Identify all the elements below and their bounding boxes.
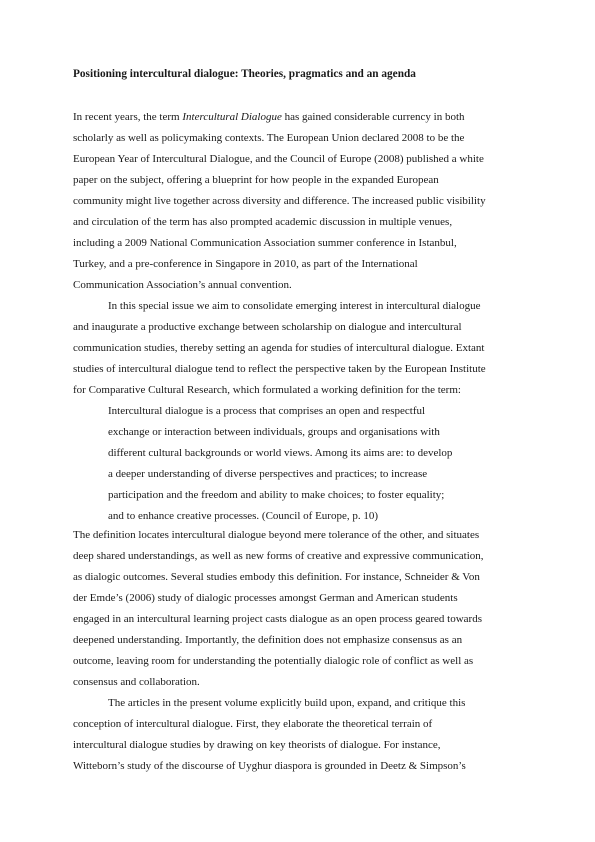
paragraph-1-line-6: and circulation of the term has also prompted academic discussion in multiple venues, — [73, 216, 453, 228]
paragraph-1-line-2: scholarly as well as policymaking contexts. The European Union declared 2008 to be the — [73, 132, 465, 144]
block-quote-line-3: different cultural backgrounds or world views. Among its aims are: to develop — [108, 447, 453, 459]
text-span: has gained considerable currency in both — [281, 111, 465, 123]
paragraph-1-line-5: community might live together across diversity and difference. The increased public visibility — [73, 195, 486, 207]
text-span: In recent years, the term — [73, 111, 183, 123]
paragraph-1-line-4: paper on the subject, offering a blueprint for how people in the expanded European — [73, 174, 439, 186]
block-quote-line-5: participation and the freedom and ability to make choices; to foster equality; — [108, 489, 445, 501]
paragraph-1-line-8: Turkey, and a pre-conference in Singapore in 2010, as part of the International — [73, 258, 418, 270]
block-quote-line-6: and to enhance creative processes. (Council of Europe, p. 10) — [108, 510, 379, 522]
block-quote-line-2: exchange or interaction between individuals, groups and organisations with — [108, 426, 440, 438]
paragraph-4-line-3: intercultural dialogue studies by drawing on key theorists of dialogue. For instance, — [73, 739, 441, 751]
paragraph-4-line-4: Witteborn’s study of the discourse of Uyghur diaspora is grounded in Deetz & Simpson’s — [73, 760, 466, 772]
paragraph-2-line-3: communication studies, thereby setting an agenda for studies of intercultural dialogue. Extant — [73, 342, 485, 354]
italic-term: Intercultural Dialogue — [182, 111, 282, 123]
paragraph-3-line-5: engaged in an intercultural learning project casts dialogue as an open process geared towards — [73, 613, 482, 625]
paragraph-4-line-2: conception of intercultural dialogue. First, they elaborate the theoretical terrain of — [73, 718, 433, 730]
block-quote-line-1: Intercultural dialogue is a process that comprises an open and respectful — [108, 405, 426, 417]
paragraph-3-line-2: deep shared understandings, as well as new forms of creative and expressive communication, — [73, 550, 484, 562]
paragraph-3-line-7: outcome, leaving room for understanding the potentially dialogic role of conflict as well as — [73, 655, 474, 667]
paragraph-1-line-1 — [73, 110, 465, 124]
paragraph-3-line-6: deepened understanding. Importantly, the definition does not emphasize consensus as an — [73, 634, 463, 646]
paragraph-2-line-5: for Comparative Cultural Research, which formulated a working definition for the term: — [73, 384, 461, 396]
paragraph-3-line-8: consensus and collaboration. — [73, 676, 200, 688]
paragraph-2-line-2: and inaugurate a productive exchange between scholarship on dialogue and intercultural — [73, 321, 462, 333]
block-quote-line-4: a deeper understanding of diverse perspectives and practices; to increase — [108, 468, 428, 480]
paragraph-4-line-1: The articles in the present volume explicitly build upon, expand, and critique this — [108, 697, 466, 709]
paragraph-3-line-4: der Emde’s (2006) study of dialogic processes amongst German and American students — [73, 592, 458, 604]
paragraph-2-line-4: studies of intercultural dialogue tend to reflect the perspective taken by the European Institute — [73, 363, 486, 375]
paragraph-2-line-1: In this special issue we aim to consolidate emerging interest in intercultural dialogue — [108, 300, 481, 312]
paragraph-1-line-9: Communication Association’s annual convention. — [73, 279, 292, 291]
paragraph-1-line-7: including a 2009 National Communication Association summer conference in Istanbul, — [73, 237, 457, 249]
paragraph-1-line-3: European Year of Intercultural Dialogue, and the Council of Europe (2008) published a white — [73, 153, 484, 165]
paragraph-3-line-3: as dialogic outcomes. Several studies embody this definition. For instance, Schneider & Von — [73, 571, 480, 583]
paragraph-3-line-1: The definition locates intercultural dialogue beyond mere tolerance of the other, and situates — [73, 529, 480, 541]
paper-title: Positioning intercultural dialogue: Theories, pragmatics and an agenda — [73, 68, 416, 80]
